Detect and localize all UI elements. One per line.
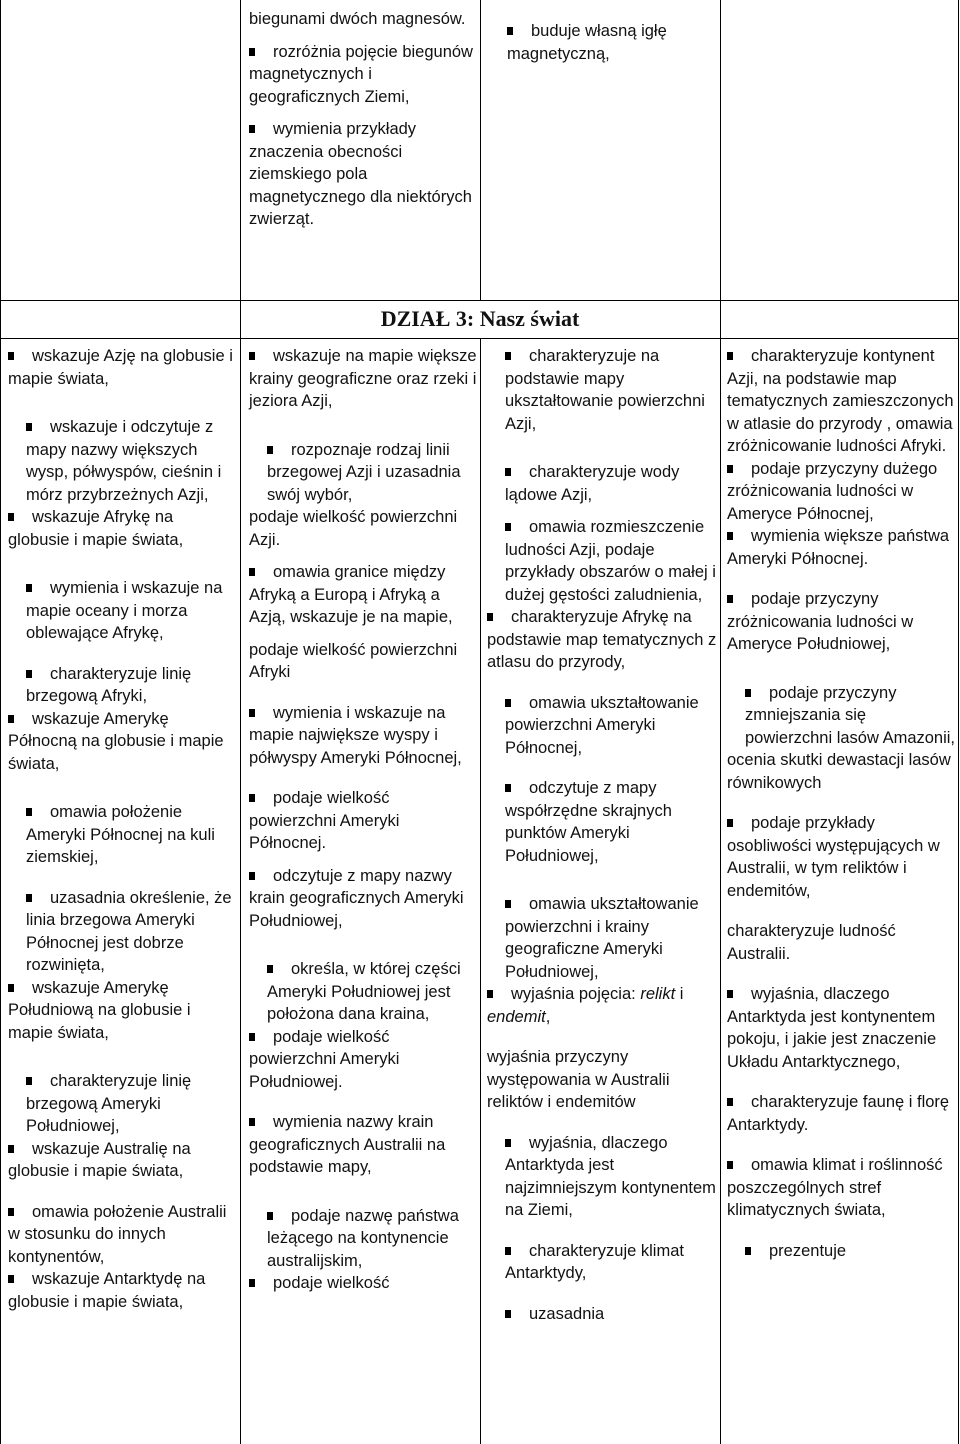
c3-item-1: charakteryzuje wody lądowe Azji, <box>487 461 717 506</box>
c1-item-9: charakteryzuje linię brzegową Ameryki Południowej, <box>8 1070 238 1138</box>
c1-item-8: wskazuje Amerykę Południową na globusie i mapie świata, <box>8 977 238 1045</box>
c1-item-6: omawia położenie Ameryki Północnej na kuli ziemskiej, <box>8 801 238 869</box>
top-column-2 <box>249 8 477 231</box>
c1-item-2: wskazuje Afrykę na globusie i mapie świata, <box>8 506 238 551</box>
c4-item-5: ocenia skutki dewastacji lasów równikowych <box>727 751 951 792</box>
requirements-column-1 <box>8 345 238 1313</box>
section-title: DZIAŁ 3: Nasz świat <box>380 306 580 331</box>
c1-item-12: wskazuje Antarktydę na globusie i mapie świata, <box>8 1268 238 1313</box>
c3-item-5: odczytuje z mapy współrzędne skrajnych punktów Ameryki Południowej, <box>487 777 717 867</box>
c2-item-1: rozpoznaje rodzaj linii brzegowej Azji i uzasadnia swój wybór, <box>249 439 477 507</box>
c1-item-3: wymienia i wskazuje na mapie oceany i morza oblewające Afrykę, <box>8 577 238 645</box>
c3-item-10: charakteryzuje klimat Antarktydy, <box>487 1240 717 1285</box>
c3-term-relikt: relikt <box>640 985 676 1003</box>
c4-item-10: omawia klimat i roślinność poszczególnych stref klimatycznych świata, <box>727 1154 955 1222</box>
c2-item-6: podaje wielkość powierzchni Ameryki Północnej. <box>249 787 477 855</box>
c4-item-7: charakteryzuje ludność Australii. <box>727 922 896 963</box>
c2-item-7: odczytuje z mapy nazwy krain geograficznych Ameryki Południowej, <box>249 865 477 933</box>
c3-item-2: omawia rozmieszczenie ludności Azji, podaje przykłady obszarów o małej i dużej gęstości zaludnienia, <box>487 516 717 606</box>
c3-item-0: charakteryzuje na podstawie mapy ukształtowanie powierzchni Azji, <box>487 345 717 435</box>
table-border-right <box>958 0 959 1444</box>
c3-item-7-text: wyjaśnia pojęcia: <box>511 985 636 1003</box>
requirements-column-4 <box>727 345 955 1262</box>
requirements-column-3 <box>487 345 717 1325</box>
c4-item-9: charakteryzuje faunę i florę Antarktydy. <box>727 1091 955 1136</box>
c4-item-6: podaje przykłady osobliwości występujących w Australii, w tym reliktów i endemitów, <box>727 812 955 902</box>
c4-item-4: podaje przyczyny zmniejszania się powierzchni lasów Amazonii, <box>727 682 955 750</box>
c2-item-0: wskazuje na mapie większe krainy geograficzne oraz rzeki i jeziora Azji, <box>249 345 477 413</box>
c2-item-9: podaje wielkość powierzchni Ameryki Południowej. <box>249 1026 477 1094</box>
top-c3-item-0: buduje własną igłę magnetyczną, <box>489 20 714 65</box>
top-c2-item-0: biegunami dwóch magnesów. <box>249 10 466 28</box>
c4-item-1: podaje przyczyny dużego zróżnicowania ludności w Ameryce Północnej, <box>727 458 955 526</box>
c4-item-11: prezentuje <box>727 1240 955 1263</box>
column-divider-1 <box>240 0 241 1444</box>
c1-item-10: wskazuje Australię na globusie i mapie świata, <box>8 1138 238 1183</box>
section-bottom-border <box>0 338 959 339</box>
c3-item-11: uzasadnia <box>487 1303 717 1326</box>
c4-item-0: charakteryzuje kontynent Azji, na podstawie map tematycznych zamieszczonych w atlasie do przyrody , omawia zróżnicowanie ludności Afryki. <box>727 345 955 458</box>
column-divider-2 <box>480 0 481 300</box>
c2-item-11: podaje nazwę państwa leżącego na kontynencie australijskim, <box>249 1205 477 1273</box>
c3-item-8: wyjaśnia przyczyny występowania w Australii reliktów i endemitów <box>487 1048 670 1111</box>
column-divider-3 <box>720 0 721 1444</box>
c1-item-7: uzasadnia określenie, że linia brzegowa Ameryki Północnej jest dobrze rozwinięta, <box>8 887 238 977</box>
c1-item-5: wskazuje Amerykę Północną na globusie i mapie świata, <box>8 708 238 776</box>
c2-item-4: podaje wielkość powierzchni Afryki <box>249 640 458 681</box>
c2-item-8: określa, w której części Ameryki Południowej jest położona dana kraina, <box>249 958 477 1026</box>
c1-item-4: charakteryzuje linię brzegową Afryki, <box>8 663 238 708</box>
top-c2-item-2: wymienia przykłady znaczenia obecności ziemskiego pola magnetycznego dla niektórych zwierząt. <box>249 118 477 231</box>
c2-item-12: podaje wielkość <box>249 1272 477 1295</box>
c1-item-0: wskazuje Azję na globusie i mapie świata, <box>8 345 238 390</box>
c3-item-9: wyjaśnia, dlaczego Antarktyda jest najzimniejszym kontynentem na Ziemi, <box>487 1132 717 1222</box>
c1-item-11: omawia położenie Australii w stosunku do innych kontynentów, <box>8 1201 238 1269</box>
top-c2-item-1: rozróżnia pojęcie biegunów magnetycznych i geograficznych Ziemi, <box>249 41 477 109</box>
c3-item-6: omawia ukształtowanie powierzchni i krainy geograficzne Ameryki Południowej, <box>487 893 717 983</box>
c3-and: i <box>679 985 684 1003</box>
c3-term-endemit: endemit <box>487 1007 546 1026</box>
c4-item-3: podaje przyczyny zróżnicowania ludności w Ameryce Południowej, <box>727 588 955 656</box>
c4-item-8: wyjaśnia, dlaczego Antarktyda jest kontynentem pokoju, i jakie jest znaczenie Układu Antarktycznego, <box>727 983 955 1073</box>
c3-item-4: omawia ukształtowanie powierzchni Ameryki Północnej, <box>487 692 717 760</box>
top-column-3 <box>489 20 714 65</box>
c2-item-10: wymienia nazwy krain geograficznych Australii na podstawie mapy, <box>249 1111 477 1179</box>
c2-item-3: omawia granice między Afryką a Europą i Afryką a Azją, wskazuje je na mapie, <box>249 561 477 629</box>
c3-item-3: charakteryzuje Afrykę na podstawie map tematycznych z atlasu do przyrody, <box>487 606 717 674</box>
column-divider-2-lower <box>480 338 481 1444</box>
requirements-column-2 <box>249 345 477 1295</box>
table-border-left <box>0 0 1 1444</box>
c4-item-2: wymienia większe państwa Ameryki Północnej. <box>727 525 955 570</box>
c1-item-1: wskazuje i odczytuje z mapy nazwy większych wysp, półwyspów, cieśnin i mórz przybrzeżnych Azji, <box>8 416 238 506</box>
c2-item-2: podaje wielkość powierzchni Azji. <box>249 508 458 549</box>
c3-item-7 <box>487 983 717 1028</box>
c2-item-5: wymienia i wskazuje na mapie największe wyspy i półwyspy Ameryki Północnej, <box>249 702 477 770</box>
c3-comma: , <box>545 1007 551 1026</box>
